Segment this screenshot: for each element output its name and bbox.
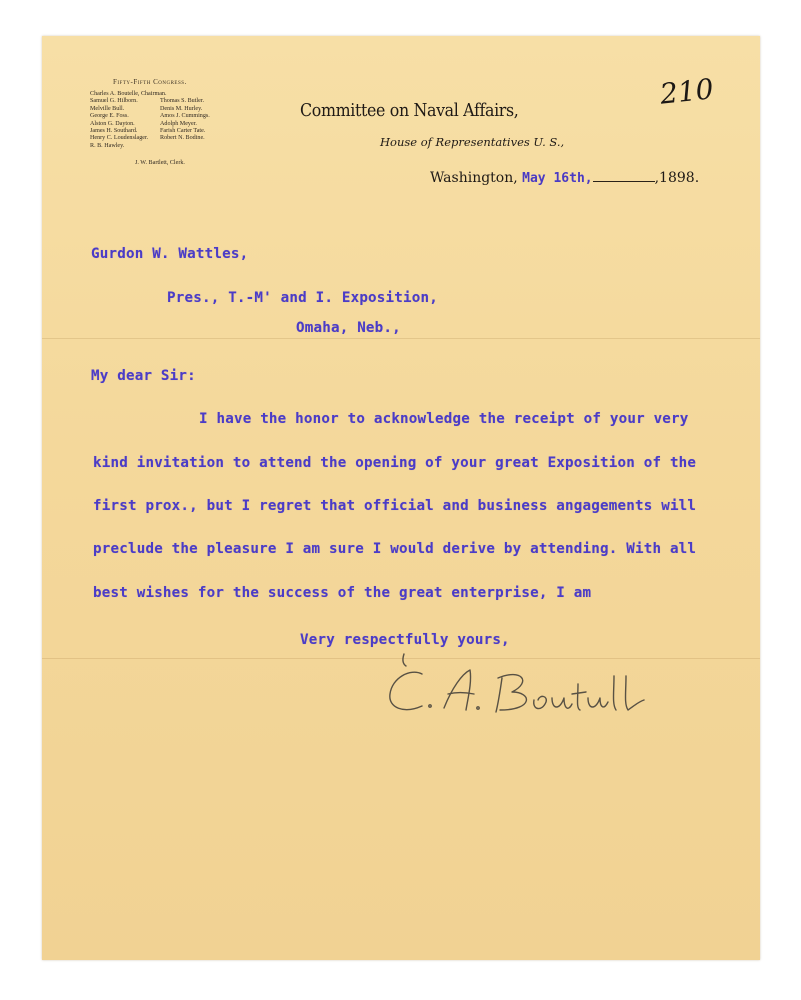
body-line: first prox., but I regret that official and business angagements will bbox=[93, 498, 697, 514]
letter-date: May 16th, bbox=[522, 171, 593, 186]
member-name: Farish Carter Tate. bbox=[160, 128, 206, 135]
member-name: Denis M. Hurley. bbox=[160, 105, 203, 112]
body-line: best wishes for the success of the great enterprise, I am bbox=[93, 585, 592, 601]
date-blank-line bbox=[593, 181, 655, 182]
recipient-city: Omaha, Neb., bbox=[296, 320, 401, 336]
member-row bbox=[90, 143, 240, 150]
member-row bbox=[90, 128, 240, 135]
member-name bbox=[160, 143, 230, 150]
member-name: James H. Southard. bbox=[90, 128, 138, 135]
body-line: preclude the pleasure I am sure I would derive by attending. With all bbox=[93, 541, 697, 557]
letter-year: ,1898. bbox=[654, 170, 700, 186]
congress-heading: Fifty-Fifth Congress. bbox=[113, 78, 187, 86]
closing: Very respectfully yours, bbox=[300, 632, 510, 648]
clerk-name: J. W. Bartlett, Clerk. bbox=[135, 160, 185, 166]
member-name: Samuel G. Hilborn. bbox=[90, 98, 138, 105]
member-row bbox=[90, 98, 240, 105]
member-name: Henry C. Loudenslager. bbox=[90, 135, 149, 142]
signature-icon bbox=[382, 648, 652, 726]
member-row bbox=[90, 135, 240, 142]
member-name: Robert N. Bodine. bbox=[160, 135, 205, 142]
place-label: Washington, bbox=[430, 170, 518, 186]
member-name bbox=[167, 91, 237, 98]
member-name: Adolph Meyer. bbox=[160, 120, 197, 127]
member-name: Charles A. Boutelle, Chairman. bbox=[90, 91, 167, 97]
salutation: My dear Sir: bbox=[91, 368, 196, 384]
member-row bbox=[90, 113, 240, 120]
committee-title: Committee on Naval Affairs, bbox=[300, 100, 519, 121]
body-line: I have the honor to acknowledge the receipt of your very bbox=[199, 411, 689, 427]
body-line: kind invitation to attend the opening of your great Exposition of the bbox=[93, 455, 697, 471]
recipient-title: Pres., T.-M' and I. Exposition, bbox=[167, 290, 438, 306]
member-name: Amos J. Cummings. bbox=[160, 113, 210, 120]
member-name: R. B. Hawley. bbox=[90, 142, 125, 149]
committee-members-list bbox=[90, 91, 240, 150]
member-name: Thomas S. Butler. bbox=[160, 98, 205, 105]
dateline bbox=[430, 170, 699, 186]
member-name: George E. Foss. bbox=[90, 113, 129, 120]
recipient-name: Gurdon W. Wattles, bbox=[91, 246, 249, 262]
member-name: Melville Bull. bbox=[90, 105, 125, 112]
member-row bbox=[90, 121, 240, 128]
member-row bbox=[90, 91, 240, 98]
house-subtitle: House of Representatives U. S., bbox=[380, 135, 565, 149]
paper-fold-line bbox=[42, 338, 760, 339]
member-name: Alston G. Dayton. bbox=[90, 120, 135, 127]
member-row bbox=[90, 106, 240, 113]
folio-number: 210 bbox=[658, 72, 716, 111]
